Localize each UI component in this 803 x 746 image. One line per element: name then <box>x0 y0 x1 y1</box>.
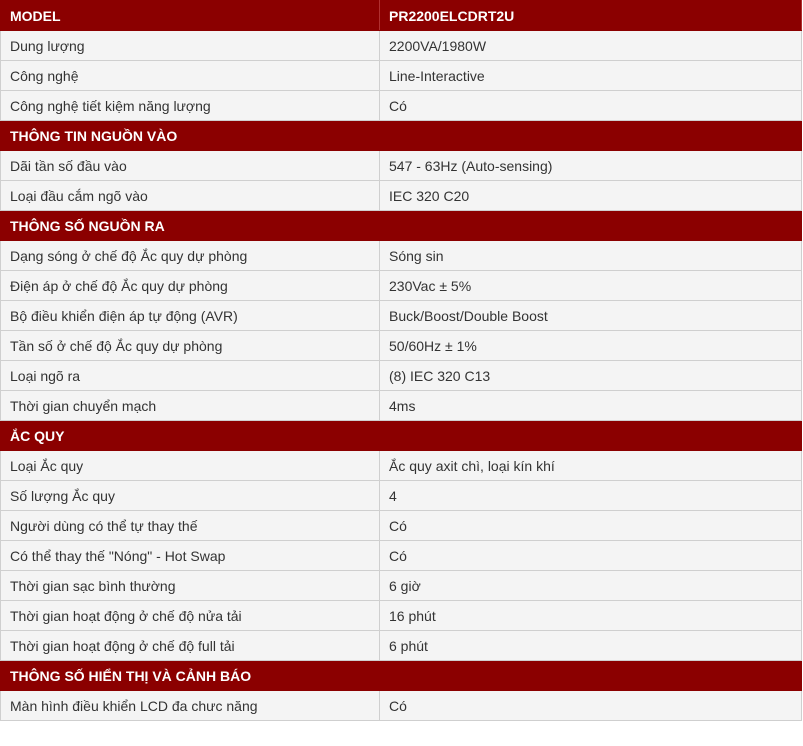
table-row <box>1 301 802 331</box>
row-value: 4ms <box>380 391 802 421</box>
table-row <box>1 361 802 391</box>
row-value: 50/60Hz ± 1% <box>380 331 802 361</box>
table-row <box>1 601 802 631</box>
row-label: Công nghệ tiết kiệm năng lượng <box>1 91 380 121</box>
table-row <box>1 571 802 601</box>
row-label: Loại Ắc quy <box>1 451 380 481</box>
row-label: Bộ điều khiển điện áp tự động (AVR) <box>1 301 380 331</box>
row-label: Có thể thay thế "Nóng" - Hot Swap <box>1 541 380 571</box>
row-label: Dạng sóng ở chế độ Ắc quy dự phòng <box>1 241 380 271</box>
table-row <box>1 511 802 541</box>
table-row <box>1 541 802 571</box>
row-value: Có <box>380 91 802 121</box>
section-header-display <box>1 661 802 691</box>
row-label: Thời gian hoạt động ở chế độ full tải <box>1 631 380 661</box>
table-row <box>1 181 802 211</box>
row-label: Màn hình điều khiển LCD đa chưc năng <box>1 691 380 721</box>
row-value: Có <box>380 511 802 541</box>
row-value: 6 giờ <box>380 571 802 601</box>
section-header-output <box>1 211 802 241</box>
row-value: 230Vac ± 5% <box>380 271 802 301</box>
table-row <box>1 691 802 721</box>
row-value: Ắc quy axit chì, loại kín khí <box>380 451 802 481</box>
table-row <box>1 451 802 481</box>
row-label: Loại đầu cắm ngõ vào <box>1 181 380 211</box>
section-header-input <box>1 121 802 151</box>
table-row <box>1 241 802 271</box>
row-value: 4 <box>380 481 802 511</box>
row-label: Số lượng Ắc quy <box>1 481 380 511</box>
row-label: Thời gian sạc bình thường <box>1 571 380 601</box>
row-value: IEC 320 C20 <box>380 181 802 211</box>
model-label: MODEL <box>1 1 380 31</box>
row-label: Công nghệ <box>1 61 380 91</box>
section-header-battery <box>1 421 802 451</box>
row-label: Dung lượng <box>1 31 380 61</box>
table-row <box>1 331 802 361</box>
table-row <box>1 631 802 661</box>
section-title: THÔNG SỐ HIỂN THỊ VÀ CẢNH BÁO <box>1 661 802 691</box>
table-row <box>1 61 802 91</box>
model-value: PR2200ELCDRT2U <box>380 1 802 31</box>
row-value: 2200VA/1980W <box>380 31 802 61</box>
row-value: Buck/Boost/Double Boost <box>380 301 802 331</box>
row-value: Sóng sin <box>380 241 802 271</box>
row-label: Loại ngõ ra <box>1 361 380 391</box>
row-label: Thời gian hoạt động ở chế độ nửa tải <box>1 601 380 631</box>
table-row <box>1 481 802 511</box>
row-label: Người dùng có thể tự thay thế <box>1 511 380 541</box>
row-label: Dãi tần số đầu vào <box>1 151 380 181</box>
row-value: 16 phút <box>380 601 802 631</box>
row-label: Điện áp ở chế độ Ắc quy dự phòng <box>1 271 380 301</box>
row-value: Line-Interactive <box>380 61 802 91</box>
table-row <box>1 151 802 181</box>
table-row <box>1 91 802 121</box>
row-label: Tần số ở chế độ Ắc quy dự phòng <box>1 331 380 361</box>
section-title: THÔNG SỐ NGUỒN RA <box>1 211 802 241</box>
section-title: ẮC QUY <box>1 421 802 451</box>
row-value: 6 phút <box>380 631 802 661</box>
row-value: Có <box>380 691 802 721</box>
row-value: Có <box>380 541 802 571</box>
row-value: 547 - 63Hz (Auto-sensing) <box>380 151 802 181</box>
table-row <box>1 391 802 421</box>
model-header-row <box>1 1 802 31</box>
table-row <box>1 271 802 301</box>
table-row <box>1 31 802 61</box>
row-value: (8) IEC 320 C13 <box>380 361 802 391</box>
row-label: Thời gian chuyển mạch <box>1 391 380 421</box>
section-title: THÔNG TIN NGUỒN VÀO <box>1 121 802 151</box>
